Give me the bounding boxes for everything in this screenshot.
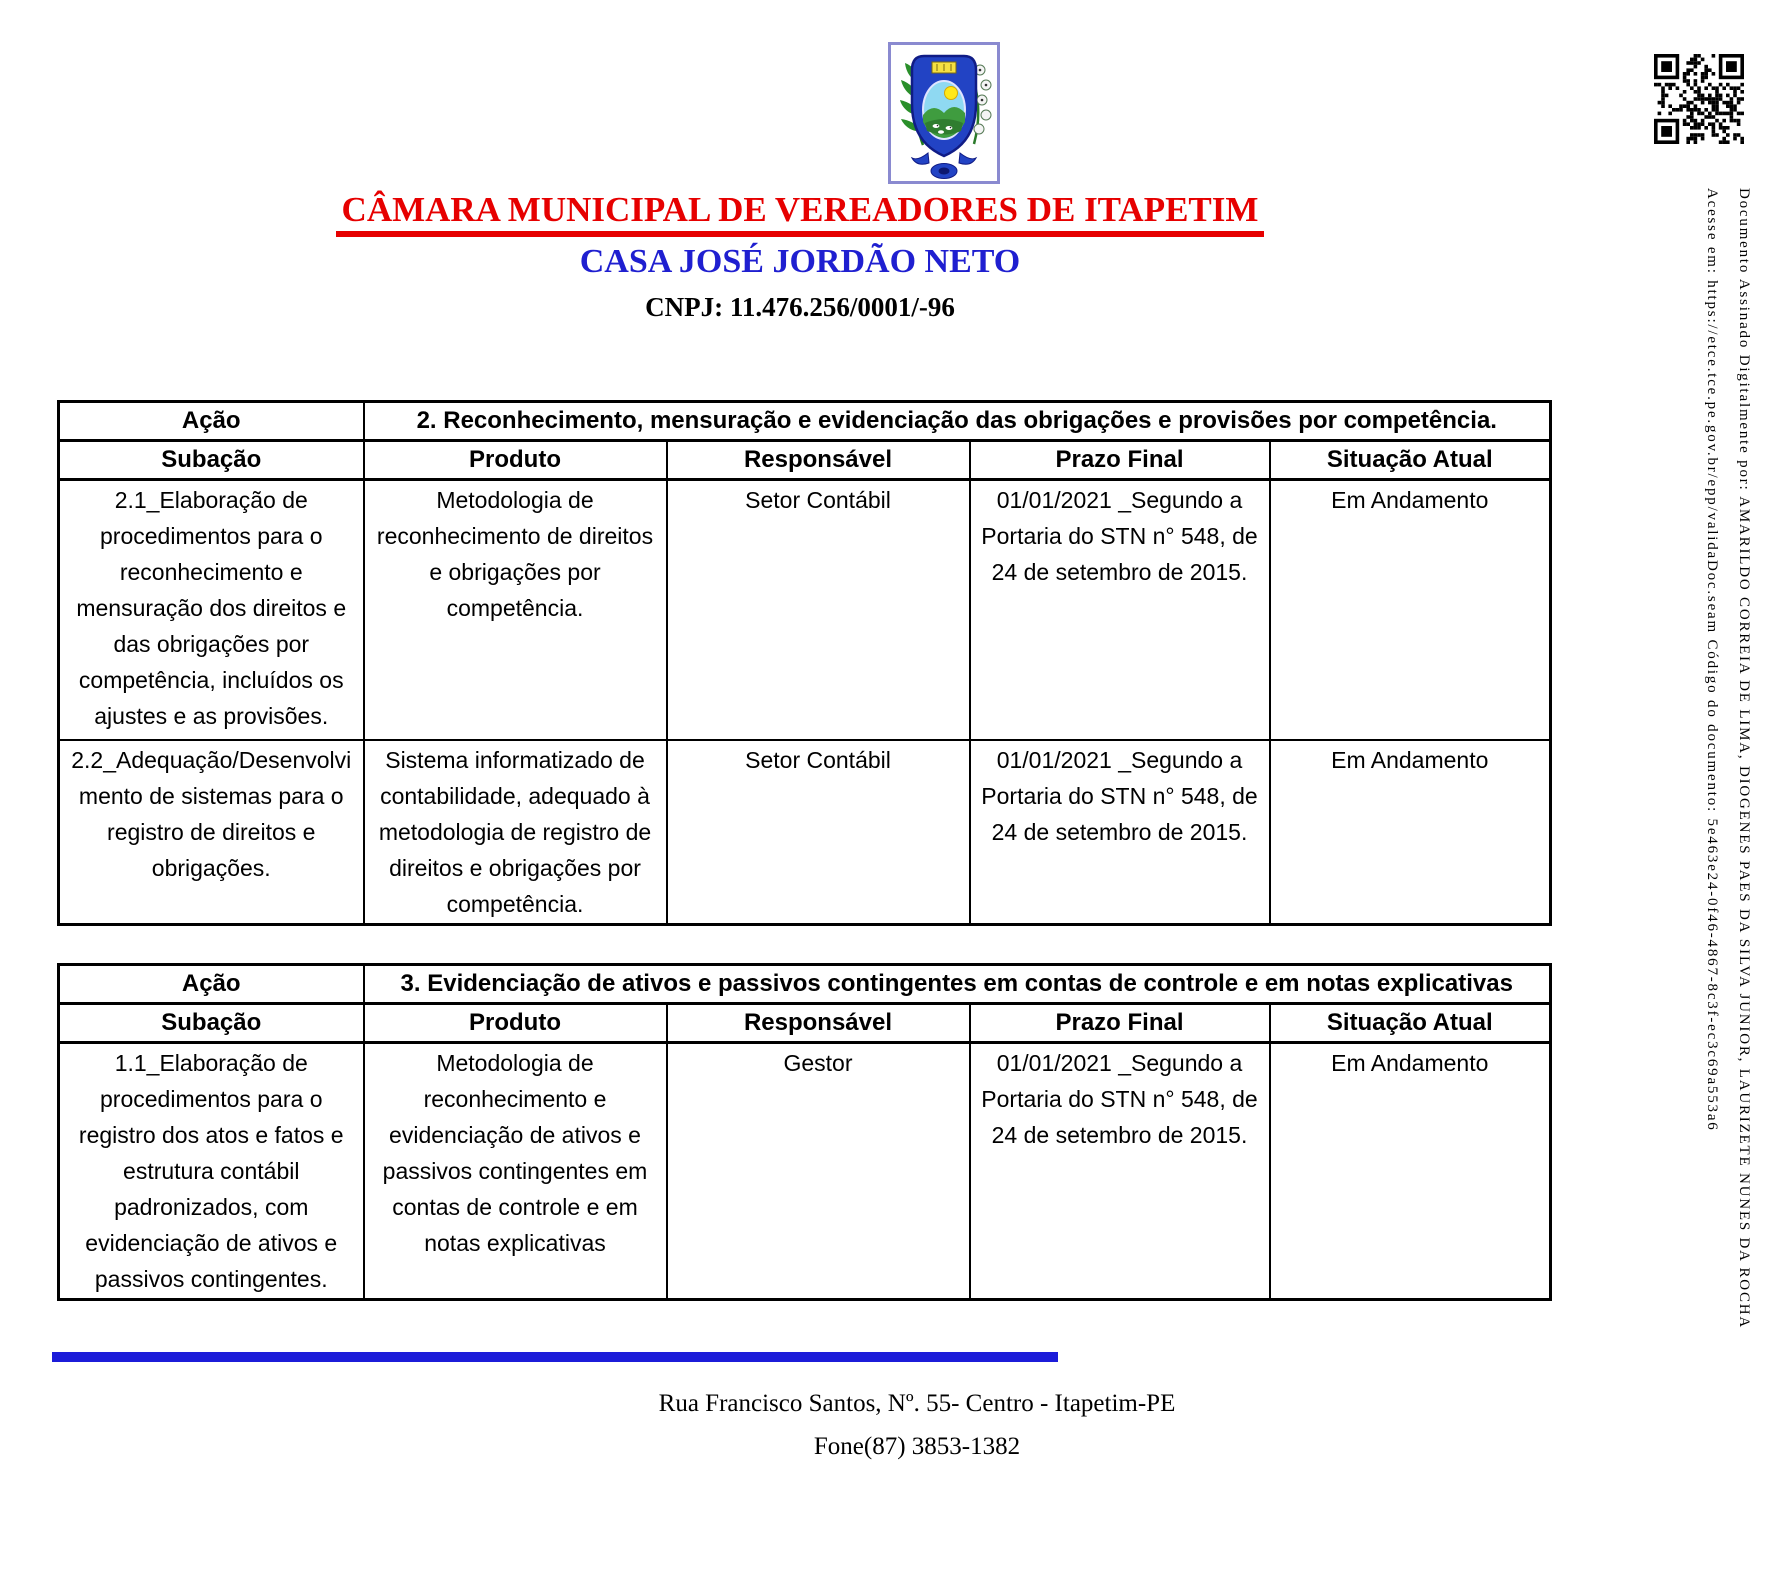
column-header-responsavel: Responsável (667, 441, 970, 480)
column-header-responsavel: Responsável (667, 1004, 970, 1043)
column-header-subacao: Subação (59, 441, 364, 480)
municipal-crest-icon (888, 42, 1000, 184)
column-header-produto: Produto (364, 1004, 667, 1043)
acao-label: Ação (59, 402, 364, 441)
footer-address: Rua Francisco Santos, Nº. 55- Centro - Itapetim-PE (658, 1390, 1176, 1417)
digital-signature-sidebar (1696, 188, 1760, 1580)
cell-produto: Sistema informatizado de contabilidade, adequado à metodologia de registro de direitos e obrigações por competência. (364, 740, 667, 925)
table-header-row (59, 441, 1551, 480)
cell-responsavel: Setor Contábil (667, 480, 970, 741)
crest-graphic (888, 42, 1000, 184)
qr-code-graphic (1654, 54, 1744, 144)
cell-prazo-final: 01/01/2021 _Segundo a Portaria do STN n° 548, de 24 de setembro de 2015. (970, 480, 1270, 741)
cell-produto: Metodologia de reconhecimento de direitos e obrigações por competência. (364, 480, 667, 741)
qr-code-icon (1654, 54, 1744, 144)
table-row (59, 402, 1551, 441)
acao-title: 2. Reconhecimento, mensuração e evidenciação das obrigações e provisões por competência. (364, 402, 1551, 441)
footer (117, 1382, 1717, 1468)
action-3-table (57, 963, 1552, 1301)
cell-situacao-atual: Em Andamento (1270, 1043, 1551, 1300)
footer-phone: Fone(87) 3853-1382 (813, 1433, 1021, 1460)
subtitle-row (0, 243, 1600, 281)
cell-situacao-atual: Em Andamento (1270, 480, 1551, 741)
column-header-produto: Produto (364, 441, 667, 480)
table-row (59, 1043, 1551, 1300)
cell-responsavel: Gestor (667, 1043, 970, 1300)
table-row (59, 740, 1551, 925)
cell-responsavel: Setor Contábil (667, 740, 970, 925)
cell-prazo-final: 01/01/2021 _Segundo a Portaria do STN n° 548, de 24 de setembro de 2015. (970, 740, 1270, 925)
page-title: CÂMARA MUNICIPAL DE VEREADORES DE ITAPETIM (336, 190, 1265, 237)
column-header-situacao-atual: Situação Atual (1270, 1004, 1551, 1043)
cell-produto: Metodologia de reconhecimento e evidenciação de ativos e passivos contingentes em contas de controle e em notas explicativas (364, 1043, 667, 1300)
column-header-situacao-atual: Situação Atual (1270, 441, 1551, 480)
cnpj-text: CNPJ: 11.476.256/0001/-96 (645, 292, 955, 322)
cell-subacao: 2.1_Elaboração de procedimentos para o reconhecimento e mensuração dos direitos e das obrigações por competência, incluídos os ajustes e as provisões. (59, 480, 364, 741)
validation-url-text: Acesse em: https://etce.tce.pe.gov.br/epp/validaDoc.seam Código do documento: 5e463e24-0f46-4867-8c3f-ec3c69a553a6 (1704, 188, 1720, 1132)
footer-divider-line (52, 1352, 1058, 1362)
cell-subacao: 1.1_Elaboração de procedimentos para o registro dos atos e fatos e estrutura contábil padronizados, com evidenciação de ativos e passivos contingentes. (59, 1043, 364, 1300)
table-row (59, 480, 1551, 741)
cnpj-row (0, 292, 1600, 323)
table-header-row (59, 1004, 1551, 1043)
action-2-table (57, 400, 1552, 926)
column-header-subacao: Subação (59, 1004, 364, 1043)
column-header-prazo-final: Prazo Final (970, 1004, 1270, 1043)
signature-text: Documento Assinado Digitalmente por: AMARILDO CORREIA DE LIMA, DIOGENES PAES DA SILVA JUNIOR, LAURIZETE NUNES DA ROCHA (1736, 188, 1752, 1330)
cell-prazo-final: 01/01/2021 _Segundo a Portaria do STN n° 548, de 24 de setembro de 2015. (970, 1043, 1270, 1300)
title-row (0, 190, 1600, 230)
column-header-prazo-final: Prazo Final (970, 441, 1270, 480)
cell-situacao-atual: Em Andamento (1270, 740, 1551, 925)
page-subtitle: CASA JOSÉ JORDÃO NETO (579, 243, 1021, 280)
table-row (59, 965, 1551, 1004)
cell-subacao: 2.2_Adequação/Desenvolvi mento de sistemas para o registro de direitos e obrigações. (59, 740, 364, 925)
acao-label: Ação (59, 965, 364, 1004)
acao-title: 3. Evidenciação de ativos e passivos contingentes em contas de controle e em notas explicativas (364, 965, 1551, 1004)
